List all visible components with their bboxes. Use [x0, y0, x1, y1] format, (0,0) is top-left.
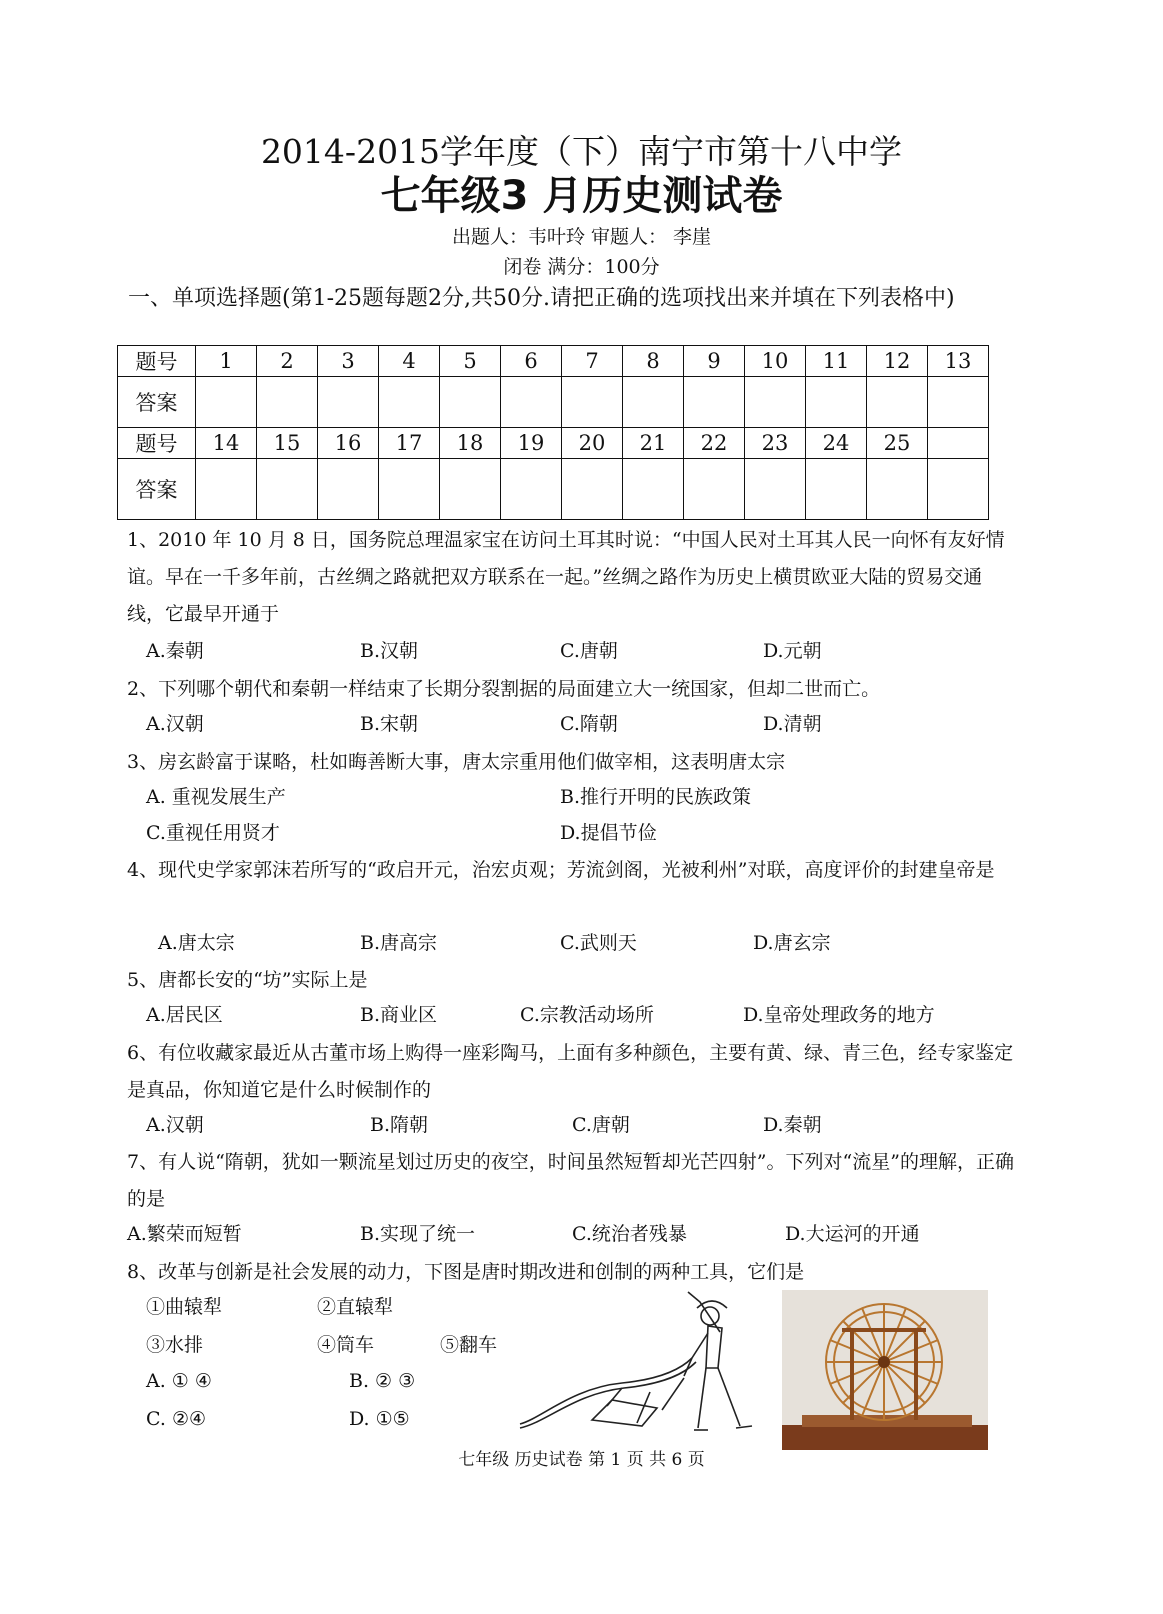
question-8-option-c: C. ②④: [146, 1408, 207, 1430]
table-label: 题号: [118, 346, 196, 377]
table-row: [118, 459, 989, 520]
question-7-stem: 7、有人说“隋朝，犹如一颗流星划过历史的夜空，时间虽然短暂却光芒四射”。下列对“流星”的理解，正确的是: [127, 1151, 1014, 1210]
question-1-option-c: C.唐朝: [560, 640, 618, 662]
table-cell: 24: [806, 428, 867, 459]
answer-cell[interactable]: [745, 459, 806, 520]
answer-cell[interactable]: [257, 377, 318, 428]
question-2-option-d: D.清朝: [763, 713, 822, 735]
question-8-item-3: ③水排: [146, 1334, 204, 1356]
question-3-option-b: B.推行开明的民族政策: [560, 786, 752, 808]
table-row: [118, 346, 989, 377]
question-8-item-1: ①曲辕犁: [146, 1296, 223, 1318]
table-row: [118, 428, 989, 459]
question-4-stem: 4、现代史学家郭沫若所写的“政启开元，治宏贞观；芳流剑阁，光被利州”对联，高度评价的封建皇帝是: [127, 859, 995, 881]
table-cell: 9: [684, 346, 745, 377]
answer-cell[interactable]: [196, 459, 257, 520]
question-5-stem: 5、唐都长安的“坊”实际上是: [127, 969, 368, 991]
answer-cell[interactable]: [928, 459, 989, 520]
question-4-option-b: B.唐高宗: [360, 932, 438, 954]
question-5-option-c: C.宗教活动场所: [520, 1004, 654, 1026]
question-6-option-b: B.隋朝: [370, 1114, 429, 1136]
answer-cell[interactable]: [318, 377, 379, 428]
question-5-option-a: A.居民区: [146, 1004, 223, 1026]
question-2-option-b: B.宋朝: [360, 713, 419, 735]
answer-table: [117, 345, 989, 520]
exam-title-line2: 七年级3 月历史测试卷: [380, 173, 783, 219]
answer-cell[interactable]: [379, 377, 440, 428]
question-8-stem: 8、改革与创新是社会发展的动力，下图是唐时期改进和创制的两种工具，它们是: [127, 1261, 805, 1283]
exam-title-line1: 2014-2015学年度（下）南宁市第十八中学: [260, 132, 903, 171]
table-cell: 21: [623, 428, 684, 459]
answer-cell[interactable]: [562, 377, 623, 428]
answer-cell[interactable]: [684, 377, 745, 428]
question-3-option-d: D.提倡节俭: [560, 822, 657, 844]
question-8-item-5: ⑤翻车: [440, 1334, 498, 1356]
question-7-option-a: A.繁荣而短暂: [127, 1223, 242, 1245]
table-cell: 2: [257, 346, 318, 377]
table-cell: 14: [196, 428, 257, 459]
question-5-option-d: D.皇帝处理政务的地方: [743, 1004, 935, 1026]
question-5-option-b: B.商业区: [360, 1004, 438, 1026]
answer-cell[interactable]: [867, 377, 928, 428]
table-cell: [928, 428, 989, 459]
question-7-option-b: B.实现了统一: [360, 1223, 476, 1245]
question-6-option-a: A.汉朝: [146, 1114, 204, 1136]
table-cell: 6: [501, 346, 562, 377]
water-wheel-photo: [782, 1290, 988, 1450]
answer-cell[interactable]: [501, 459, 562, 520]
table-cell: 13: [928, 346, 989, 377]
table-cell: 1: [196, 346, 257, 377]
page-footer: 七年级 历史试卷 第 1 页 共 6 页: [458, 1450, 705, 1470]
answer-cell[interactable]: [806, 459, 867, 520]
question-6-option-c: C.唐朝: [572, 1114, 630, 1136]
table-cell: 15: [257, 428, 318, 459]
question-2-option-a: A.汉朝: [146, 713, 204, 735]
question-3-option-c: C.重视任用贤才: [146, 822, 280, 844]
table-cell: 8: [623, 346, 684, 377]
answer-cell[interactable]: [501, 377, 562, 428]
table-cell: 11: [806, 346, 867, 377]
question-6-stem: 6、有位收藏家最近从古董市场上购得一座彩陶马，上面有多种颜色，主要有黄、绿、青三色，经专家鉴定是真品，你知道它是什么时候制作的: [127, 1042, 1014, 1101]
table-label: 题号: [118, 428, 196, 459]
question-3-option-a: A. 重视发展生产: [146, 786, 286, 808]
table-cell: 12: [867, 346, 928, 377]
table-row: [118, 377, 989, 428]
question-8-option-a: A. ① ④: [146, 1370, 212, 1392]
answer-cell[interactable]: [806, 377, 867, 428]
question-1-option-b: B.汉朝: [360, 640, 419, 662]
question-4-option-d: D.唐玄宗: [753, 932, 831, 954]
table-cell: 5: [440, 346, 501, 377]
question-8-option-d: D. ①⑤: [349, 1408, 410, 1430]
table-cell: 4: [379, 346, 440, 377]
answer-cell[interactable]: [379, 459, 440, 520]
question-2-option-c: C.隋朝: [560, 713, 618, 735]
answer-cell[interactable]: [562, 459, 623, 520]
answer-cell[interactable]: [623, 459, 684, 520]
answer-cell[interactable]: [440, 459, 501, 520]
answer-cell[interactable]: [867, 459, 928, 520]
question-7-option-d: D.大运河的开通: [785, 1223, 920, 1245]
table-cell: 10: [745, 346, 806, 377]
table-cell: 19: [501, 428, 562, 459]
table-cell: 18: [440, 428, 501, 459]
question-6-option-d: D.秦朝: [763, 1114, 822, 1136]
table-cell: 23: [745, 428, 806, 459]
table-cell: 20: [562, 428, 623, 459]
exam-authors: 出题人：韦叶玲 审题人： 李崖: [451, 226, 712, 248]
question-8-item-4: ④筒车: [317, 1334, 375, 1356]
answer-cell[interactable]: [745, 377, 806, 428]
answer-cell[interactable]: [257, 459, 318, 520]
table-cell: 22: [684, 428, 745, 459]
answer-cell[interactable]: [318, 459, 379, 520]
question-8-item-2: ②直辕犁: [317, 1296, 394, 1318]
exam-info: 闭卷 满分：100分: [503, 256, 660, 278]
table-label: 答案: [118, 459, 196, 520]
question-4-option-c: C.武则天: [560, 932, 637, 954]
section-heading: 一、单项选择题(第1-25题每题2分,共50分.请把正确的选项找出来并填在下列表格中): [128, 286, 955, 311]
table-cell: 7: [562, 346, 623, 377]
answer-cell[interactable]: [928, 377, 989, 428]
question-3-stem: 3、房玄龄富于谋略，杜如晦善断大事，唐太宗重用他们做宰相，这表明唐太宗: [127, 751, 786, 773]
table-cell: 16: [318, 428, 379, 459]
table-cell: 17: [379, 428, 440, 459]
answer-cell[interactable]: [684, 459, 745, 520]
answer-cell[interactable]: [440, 377, 501, 428]
table-cell: 25: [867, 428, 928, 459]
question-7-option-c: C.统治者残暴: [572, 1223, 687, 1245]
question-8-option-b: B. ② ③: [349, 1370, 416, 1392]
question-1-stem: 1、2010 年 10 月 8 日，国务院总理温家宝在访问土耳其时说：“中国人民对土耳其人民一向怀有友好情谊。早在一千多年前，古丝绸之路就把双方联系在一起。”丝绸之路作为历史上横贯欧亚大陆的贸易交通线，它最早开通于: [127, 529, 1005, 625]
answer-cell[interactable]: [196, 377, 257, 428]
question-4-option-a: A.唐太宗: [158, 932, 235, 954]
table-cell: 3: [318, 346, 379, 377]
question-1-option-d: D.元朝: [763, 640, 822, 662]
table-label: 答案: [118, 377, 196, 428]
plow-illustration: [512, 1288, 762, 1438]
answer-cell[interactable]: [623, 377, 684, 428]
question-1-option-a: A.秦朝: [146, 640, 204, 662]
question-2-stem: 2、下列哪个朝代和秦朝一样结束了长期分裂割据的局面建立大一统国家，但却二世而亡。: [127, 678, 881, 700]
